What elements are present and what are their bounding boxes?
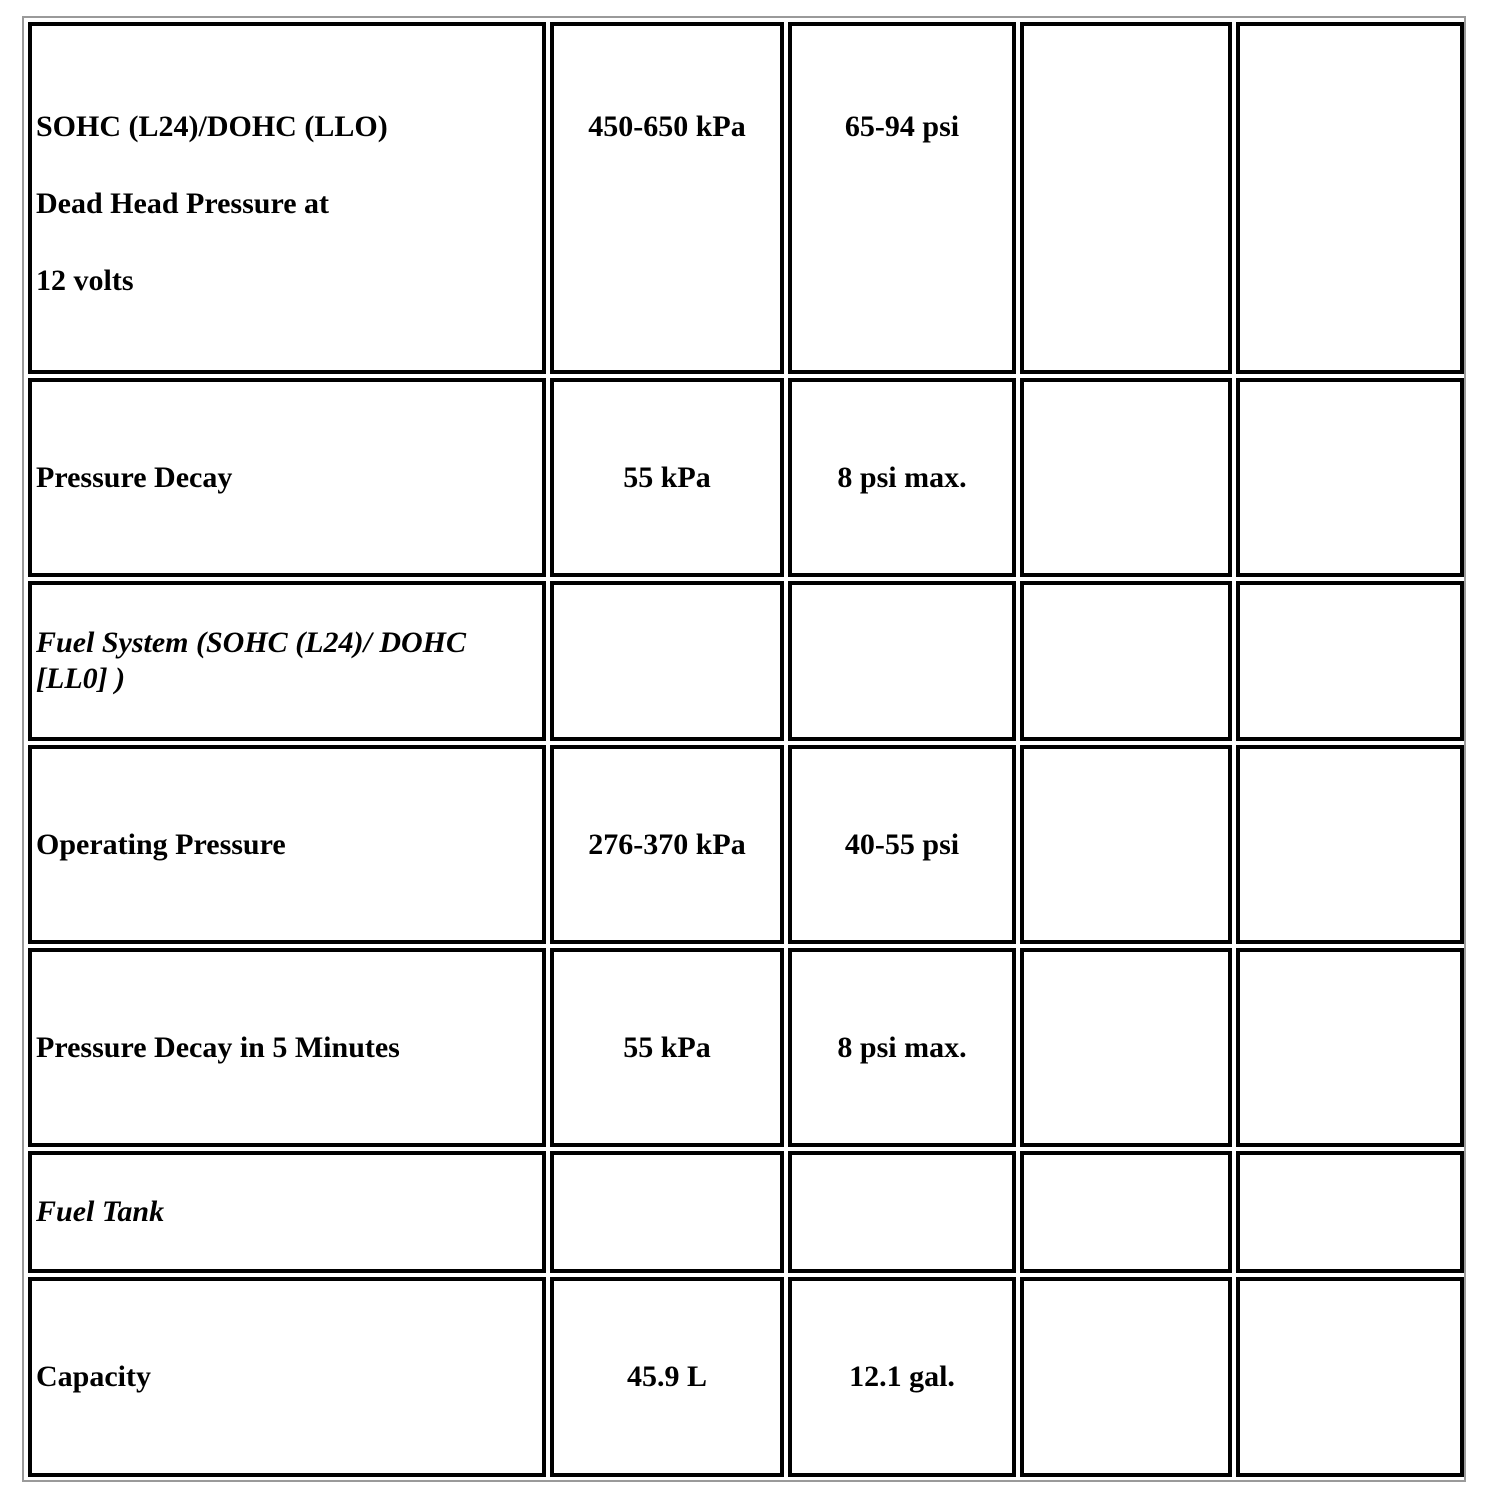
metric-value-cell: 45.9 L: [550, 1277, 784, 1477]
table-row: [28, 948, 1464, 1147]
metric-value-cell: [550, 581, 784, 741]
english-value-cell: 12.1 gal.: [788, 1277, 1016, 1477]
empty-cell: [1020, 22, 1232, 374]
empty-cell: [1020, 745, 1232, 944]
empty-cell: [1236, 378, 1464, 577]
english-value-cell: 8 psi max.: [788, 378, 1016, 577]
english-value-cell: 8 psi max.: [788, 948, 1016, 1147]
row-label-cell: Capacity: [28, 1277, 546, 1477]
row-label-cell: Pressure Decay: [28, 378, 546, 577]
english-value-cell: [788, 1151, 1016, 1273]
row-label-line: 12 volts: [36, 264, 134, 297]
empty-cell: [1020, 1151, 1232, 1273]
empty-cell: [1236, 1151, 1464, 1273]
metric-value-cell: 276-370 kPa: [550, 745, 784, 944]
empty-cell: [1020, 378, 1232, 577]
english-value-cell: [788, 581, 1016, 741]
row-label-cell: Pressure Decay in 5 Minutes: [28, 948, 546, 1147]
metric-value-cell: 55 kPa: [550, 948, 784, 1147]
empty-cell: [1020, 948, 1232, 1147]
metric-value-cell: 55 kPa: [550, 378, 784, 577]
table-row: [28, 581, 1464, 741]
table-row: [28, 1277, 1464, 1477]
empty-cell: [1020, 1277, 1232, 1477]
table-row: [28, 378, 1464, 577]
row-label-line: SOHC (L24)/DOHC (LLO): [36, 110, 388, 143]
empty-cell: [1236, 22, 1464, 374]
row-label-line: Dead Head Pressure at: [36, 187, 330, 220]
table-row: [28, 745, 1464, 944]
row-label-cell: Operating Pressure: [28, 745, 546, 944]
spec-table-frame: [22, 16, 1466, 1482]
table-row: [28, 1151, 1464, 1273]
row-label-cell: [28, 22, 546, 374]
section-heading-cell: Fuel System (SOHC (L24)/ DOHC [LL0] ): [28, 581, 546, 741]
metric-value-cell: [550, 1151, 784, 1273]
empty-cell: [1236, 948, 1464, 1147]
section-heading-cell: Fuel Tank: [28, 1151, 546, 1273]
empty-cell: [1236, 581, 1464, 741]
fuel-spec-table: [24, 18, 1468, 1481]
empty-cell: [1236, 1277, 1464, 1477]
empty-cell: [1236, 745, 1464, 944]
metric-value-cell: 450-650 kPa: [550, 22, 784, 374]
english-value-cell: 40-55 psi: [788, 745, 1016, 944]
table-row: [28, 22, 1464, 374]
empty-cell: [1020, 581, 1232, 741]
english-value-cell: 65-94 psi: [788, 22, 1016, 374]
